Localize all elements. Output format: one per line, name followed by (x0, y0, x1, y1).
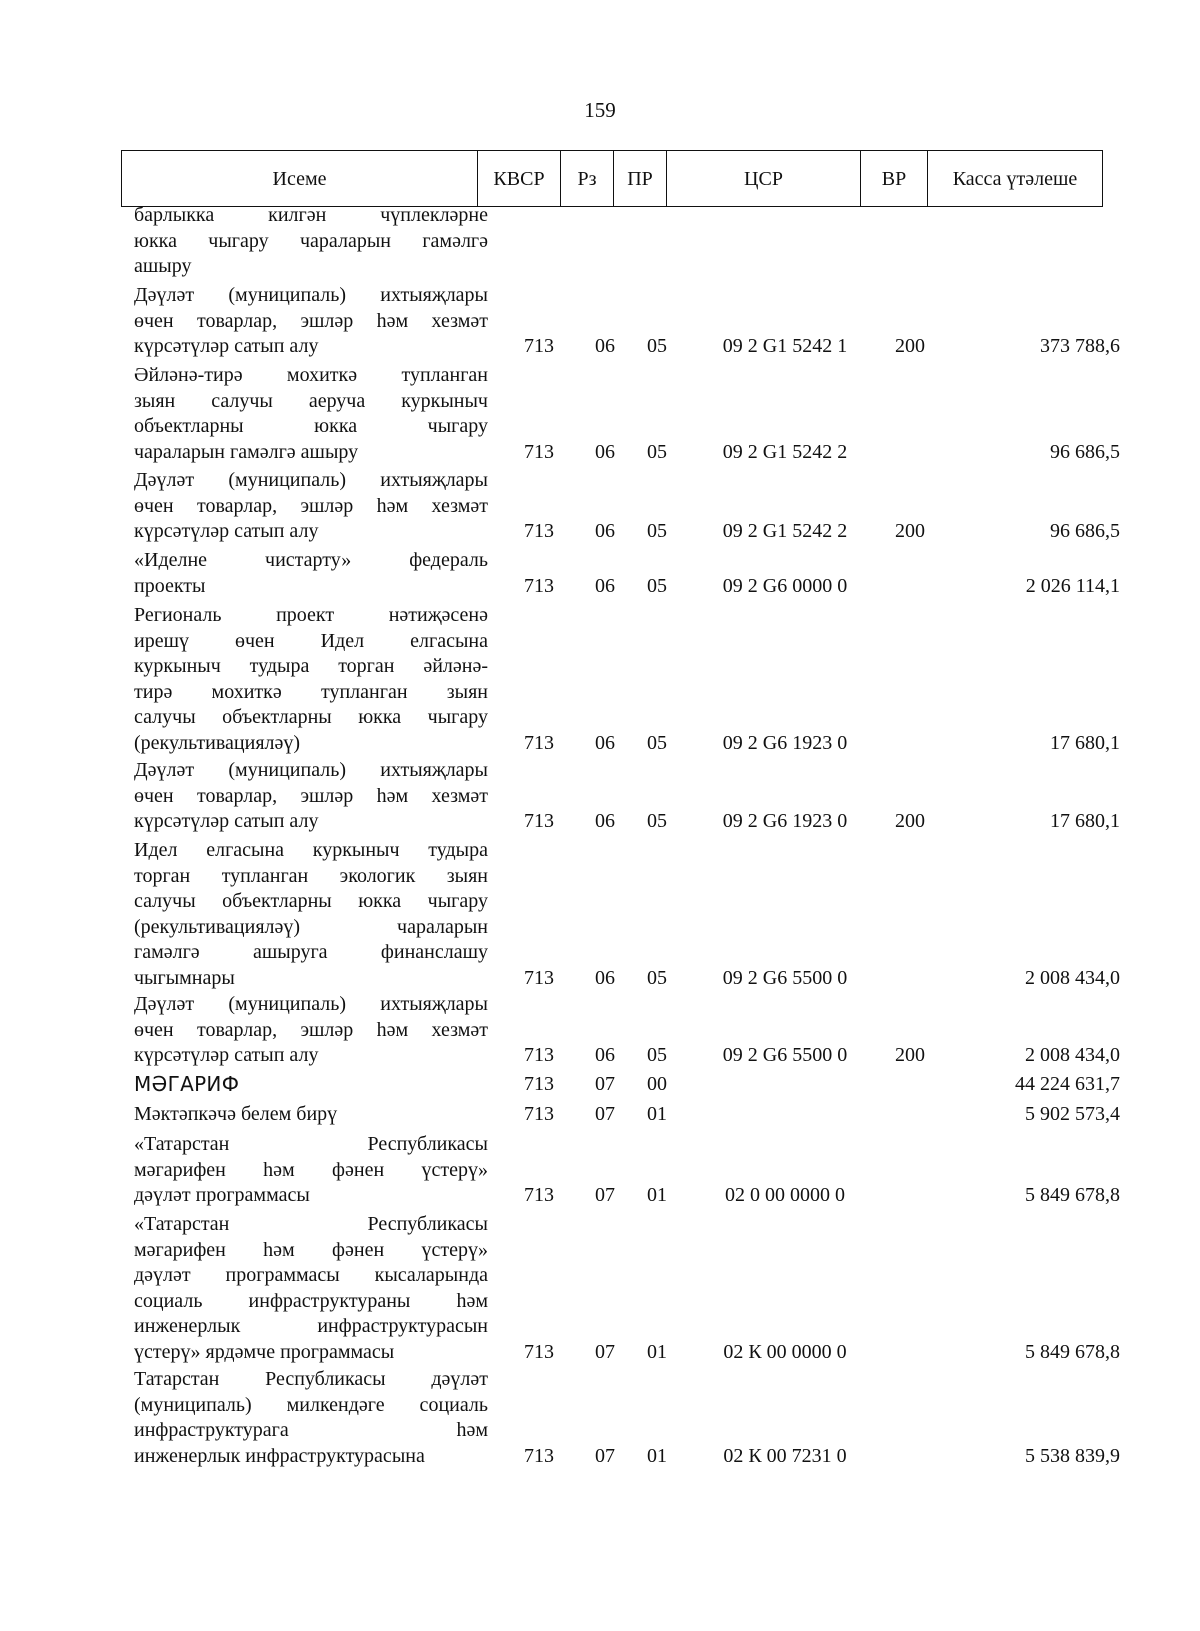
header-kvsr: КВСР (478, 151, 561, 207)
cell-vr: 200 (895, 810, 925, 832)
cell-pr: 01 (647, 1340, 667, 1363)
table-row (0, 1072, 1200, 1098)
row-name-line: Региональ проект нәтиҗәсенә (134, 604, 488, 626)
row-name-line: Дәүләт (муниципаль) ихтыяҗлары (134, 284, 488, 306)
cell-csr: 09 2 G1 5242 1 (722, 335, 848, 357)
row-name-line: «Татарстан Республикасы (134, 1133, 488, 1155)
row-name (134, 992, 488, 1069)
cell-csr: 09 2 G6 5500 0 (722, 966, 848, 989)
table-row (0, 758, 1200, 835)
row-name-line: инфраструктурага һәм (134, 1419, 488, 1441)
cell-rz: 07 (595, 1103, 615, 1125)
table-row (0, 992, 1200, 1069)
header-pr: ПР (614, 151, 667, 207)
row-name-line: торган тупланган экологик зыян (134, 864, 488, 887)
cell-rz: 06 (595, 731, 615, 754)
row-name (134, 1132, 488, 1209)
cell-rz: 06 (595, 335, 615, 357)
row-name-line: дәүләт программасы кысаларында (134, 1264, 488, 1286)
row-name-line: «Татарстан Республикасы (134, 1213, 488, 1235)
cell-sum: 373 788,6 (1040, 335, 1120, 357)
cell-sum: 96 686,5 (1050, 520, 1120, 542)
row-name-line: өчен товарлар, эшләр һәм хезмәт (134, 494, 488, 517)
header-csr: ЦСР (667, 151, 861, 207)
cell-rz: 06 (595, 520, 615, 542)
cell-kvsr: 713 (524, 1044, 554, 1066)
cell-csr: 09 2 G6 1923 0 (722, 731, 848, 754)
cell-kvsr: 713 (524, 440, 554, 463)
table-row (0, 203, 1200, 280)
cell-sum: 2 026 114,1 (1025, 574, 1120, 597)
cell-sum: 5 849 678,8 (1025, 1340, 1120, 1363)
cell-sum: 5 849 678,8 (1025, 1184, 1120, 1206)
cell-pr: 05 (647, 574, 667, 597)
cell-pr: 05 (647, 1044, 667, 1066)
row-name-line: Дәүләт (муниципаль) ихтыяҗлары (134, 993, 488, 1015)
cell-rz: 06 (595, 1044, 615, 1066)
cell-sum: 44 224 631,7 (1015, 1073, 1120, 1095)
table-row (0, 838, 1200, 991)
row-name-line: Идел елгасына куркыныч тудыра (134, 839, 488, 861)
row-name-line: өчен товарлар, эшләр һәм хезмәт (134, 309, 488, 332)
cell-sum: 5 902 573,4 (1025, 1103, 1120, 1125)
cell-sum: 96 686,5 (1050, 440, 1120, 463)
cell-csr: 09 2 G1 5242 2 (722, 520, 848, 542)
row-name-line: ирешү өчен Идел елгасына (134, 629, 488, 652)
cell-kvsr: 713 (524, 1444, 554, 1467)
row-name-line: салучы объектларны юкка чыгару (134, 706, 488, 728)
row-name-line: Әйләнә-тирә мохиткә тупланган (134, 364, 488, 386)
row-name-line: зыян салучы аеруча куркыныч (134, 389, 488, 412)
row-name-line: өчен товарлар, эшләр һәм хезмәт (134, 784, 488, 807)
table-row (0, 468, 1200, 545)
row-name-line: Дәүләт (муниципаль) ихтыяҗлары (134, 469, 488, 491)
row-name (134, 468, 488, 545)
cell-kvsr: 713 (524, 1184, 554, 1206)
header-rz: Рз (561, 151, 614, 207)
row-name-line: куркыныч тудыра торган әйләнә- (134, 655, 488, 677)
row-name-line: инженерлык инфраструктурасына (134, 1444, 425, 1467)
row-name-line: үстерү» ярдәмче программасы (134, 1340, 395, 1363)
cell-pr: 05 (647, 440, 667, 463)
cell-kvsr: 713 (524, 520, 554, 542)
cell-csr: 09 2 G6 5500 0 (722, 1044, 848, 1066)
cell-pr: 05 (647, 810, 667, 832)
cell-rz: 07 (595, 1184, 615, 1206)
header-vr: ВР (861, 151, 928, 207)
cell-vr: 200 (895, 335, 925, 357)
cell-pr: 01 (647, 1444, 667, 1467)
cell-sum: 17 680,1 (1050, 810, 1120, 832)
cell-kvsr: 713 (524, 1103, 554, 1125)
cell-pr: 00 (647, 1073, 667, 1095)
cell-csr: 09 2 G6 0000 0 (722, 574, 848, 597)
cell-rz: 07 (595, 1340, 615, 1363)
cell-kvsr: 713 (524, 731, 554, 754)
row-name-line: объектларны юкка чыгару (134, 415, 488, 437)
cell-sum: 2 008 434,0 (1025, 966, 1120, 989)
row-name-line: күрсәтүләр сатып алу (134, 810, 319, 832)
cell-sum: 17 680,1 (1050, 731, 1120, 754)
row-name-line: МӘГАРИФ (134, 1072, 240, 1096)
cell-pr: 05 (647, 520, 667, 542)
table-row (0, 1102, 1200, 1128)
table-row (0, 1367, 1200, 1469)
cell-csr: 02 К 00 0000 0 (723, 1340, 847, 1363)
table-row (0, 1132, 1200, 1209)
row-name-line: инженерлык инфраструктурасын (134, 1315, 488, 1337)
table-row (0, 283, 1200, 360)
row-name-line: гамәлгә ашыруга финанслашу (134, 941, 488, 963)
cell-kvsr: 713 (524, 966, 554, 989)
cell-kvsr: 713 (524, 1073, 554, 1095)
cell-pr: 05 (647, 731, 667, 754)
row-name-line: барлыкка килгән чүплекләрне (134, 204, 488, 226)
row-name-line: күрсәтүләр сатып алу (134, 335, 319, 357)
row-name (134, 758, 488, 835)
row-name-line: күрсәтүләр сатып алу (134, 1044, 319, 1066)
row-name-line: социаль инфраструктураны һәм (134, 1289, 488, 1312)
row-name-line: (рекультивацияләү) чараларын (134, 915, 488, 938)
row-name-line: салучы объектларны юкка чыгару (134, 890, 488, 912)
table-row (0, 1212, 1200, 1365)
row-name (134, 1367, 488, 1469)
cell-vr: 200 (895, 520, 925, 542)
cell-rz: 07 (595, 1073, 615, 1095)
cell-vr: 200 (895, 1044, 925, 1066)
header-name: Исеме (122, 151, 478, 207)
cell-pr: 01 (647, 1184, 667, 1206)
row-name-line: тирә мохиткә тупланган зыян (134, 680, 488, 703)
cell-pr: 05 (647, 966, 667, 989)
row-name-line: мәгарифен һәм фәнен үстерү» (134, 1238, 488, 1261)
row-name-line: чараларын гамәлгә ашыру (134, 440, 359, 463)
cell-csr: 02 0 00 0000 0 (725, 1184, 845, 1206)
cell-csr: 09 2 G1 5242 2 (722, 440, 848, 463)
row-name-line: юкка чыгару чараларын гамәлгә (134, 229, 488, 252)
row-name-line: Татарстан Республикасы дәүләт (134, 1368, 488, 1390)
row-name-line: (муниципаль) милкендәге социаль (134, 1393, 488, 1416)
row-name-line: дәүләт программасы (134, 1184, 310, 1206)
cell-rz: 06 (595, 440, 615, 463)
cell-sum: 5 538 839,9 (1025, 1444, 1120, 1467)
row-name-line: Мәктәпкәчә белем бирү (134, 1103, 338, 1125)
page-number: 159 (584, 98, 616, 122)
cell-rz: 06 (595, 810, 615, 832)
cell-csr: 02 К 00 7231 0 (723, 1444, 847, 1467)
row-name-line: өчен товарлар, эшләр һәм хезмәт (134, 1018, 488, 1041)
table-row (0, 603, 1200, 756)
row-name-line: (рекультивацияләү) (134, 731, 301, 754)
row-name (134, 203, 488, 280)
cell-kvsr: 713 (524, 574, 554, 597)
table-row (0, 363, 1200, 465)
row-name-line: ашыру (134, 255, 192, 277)
row-name-line: проекты (134, 574, 206, 597)
row-name-line: мәгарифен һәм фәнен үстерү» (134, 1158, 488, 1181)
row-name-line: Дәүләт (муниципаль) ихтыяҗлары (134, 759, 488, 781)
row-name (134, 1102, 488, 1128)
row-name-line: «Иделне чистарту» федераль (134, 549, 488, 571)
table-row (0, 548, 1200, 599)
row-name (134, 603, 488, 756)
cell-kvsr: 713 (524, 1340, 554, 1363)
cell-pr: 05 (647, 335, 667, 357)
row-name (134, 548, 488, 599)
row-name (134, 283, 488, 360)
header-sum: Касса үтәлеше (928, 151, 1103, 207)
cell-csr: 09 2 G6 1923 0 (722, 810, 848, 832)
cell-rz: 07 (595, 1444, 615, 1467)
cell-kvsr: 713 (524, 810, 554, 832)
row-name (134, 363, 488, 465)
row-name-line: күрсәтүләр сатып алу (134, 520, 319, 542)
row-name (134, 838, 488, 991)
cell-rz: 06 (595, 574, 615, 597)
row-name-line: чыгымнары (134, 966, 235, 989)
cell-sum: 2 008 434,0 (1025, 1044, 1120, 1066)
row-name (134, 1212, 488, 1365)
cell-kvsr: 713 (524, 335, 554, 357)
cell-rz: 06 (595, 966, 615, 989)
cell-pr: 01 (647, 1103, 667, 1125)
row-name (134, 1072, 488, 1098)
